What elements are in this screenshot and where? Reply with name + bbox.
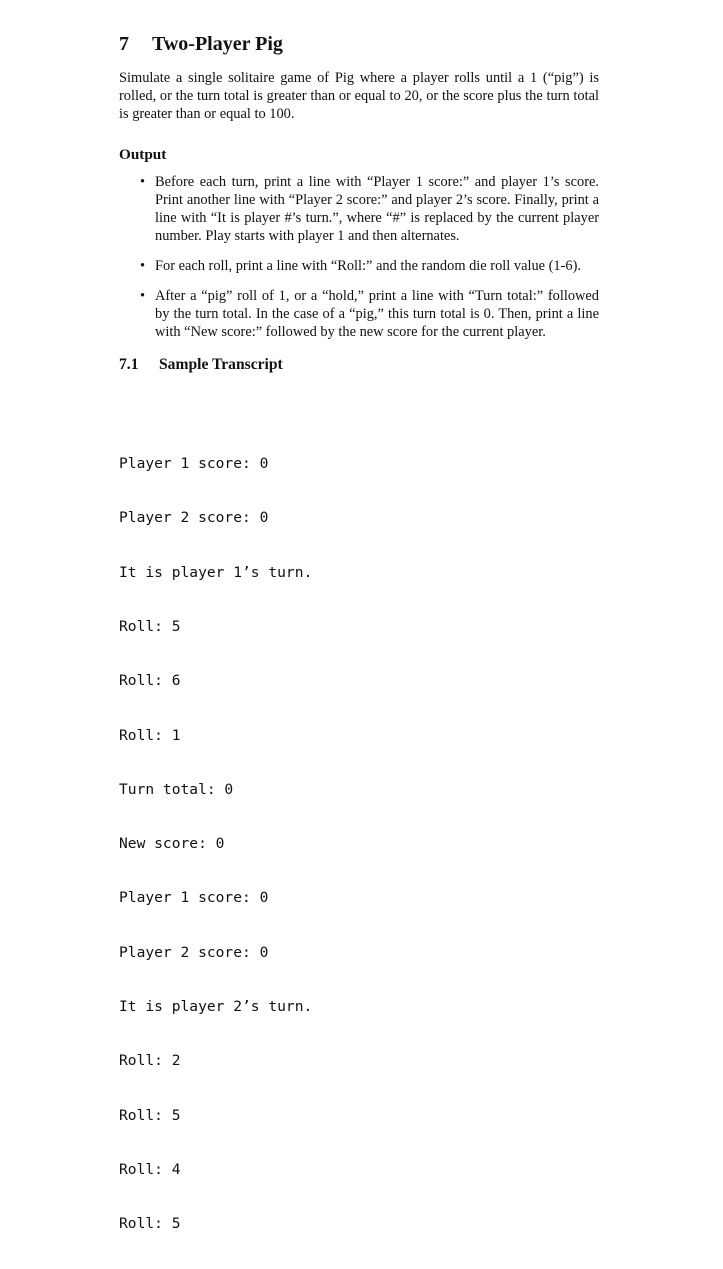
transcript-line: New score: 0 — [119, 835, 225, 853]
transcript-line: Roll: 5 — [119, 1106, 181, 1124]
output-list — [119, 173, 599, 341]
subsection-number: 7.1 — [119, 356, 139, 373]
bullet-icon: • — [140, 288, 146, 304]
transcript-line: Roll: 4 — [119, 1160, 181, 1178]
output-item — [119, 173, 599, 245]
section-number: 7 — [119, 33, 129, 55]
transcript-line: It is player 2’s turn. — [119, 998, 313, 1015]
transcript-line: Player 2 score: 0 — [119, 509, 269, 527]
document-page — [119, 32, 599, 1269]
output-item-text: After a “pig” roll of 1, or a “hold,” print a line with “Turn total:” followed by the turn total. In the case of a “pig,” this turn total is 0. Then, print a line with “New score:” followed by the new score for the current player. — [155, 288, 599, 340]
output-item-text: For each roll, print a line with “Roll:” and the random die roll value (1-6). — [155, 258, 581, 274]
transcript-line: Turn total: 0 — [119, 780, 234, 798]
bullet-icon: • — [140, 174, 146, 190]
section-title — [119, 32, 599, 56]
output-heading: Output — [119, 146, 167, 163]
transcript-line: Roll: 1 — [119, 726, 181, 744]
transcript-line: Roll: 5 — [119, 618, 181, 636]
output-item — [119, 287, 599, 341]
transcript-line: It is player 1’s turn. — [119, 563, 313, 581]
output-item-text: Before each turn, print a line with “Player 1 score:” and player 1’s score. Print another line with “Player 2 score:” and player 2’s score. Finally, print a line with “It is player #’s turn.”, where “#” is replaced by the current player number. Play starts with player 1 and then alternates. — [155, 174, 599, 244]
transcript-line: Roll: 6 — [119, 672, 181, 690]
section-title-text: Two-Player Pig — [152, 33, 283, 55]
sample-transcript — [119, 419, 599, 1269]
bullet-icon: • — [140, 258, 146, 274]
transcript-line: Roll: 5 — [119, 1215, 181, 1233]
subsection-title — [119, 355, 599, 375]
transcript-line: Player 1 score: 0 — [119, 455, 269, 473]
output-item — [119, 257, 599, 275]
transcript-line: Player 2 score: 0 — [119, 943, 269, 961]
subsection-title-text: Sample Transcript — [159, 356, 283, 373]
intro-paragraph: Simulate a single solitaire game of Pig where a player rolls until a 1 (“pig”) is rolled, or the turn total is greater than or equal to 20, or the score plus the turn total is greater than or equal to 100. — [119, 70, 599, 122]
transcript-line: Roll: 2 — [119, 1052, 181, 1070]
transcript-line: Player 1 score: 0 — [119, 889, 269, 907]
